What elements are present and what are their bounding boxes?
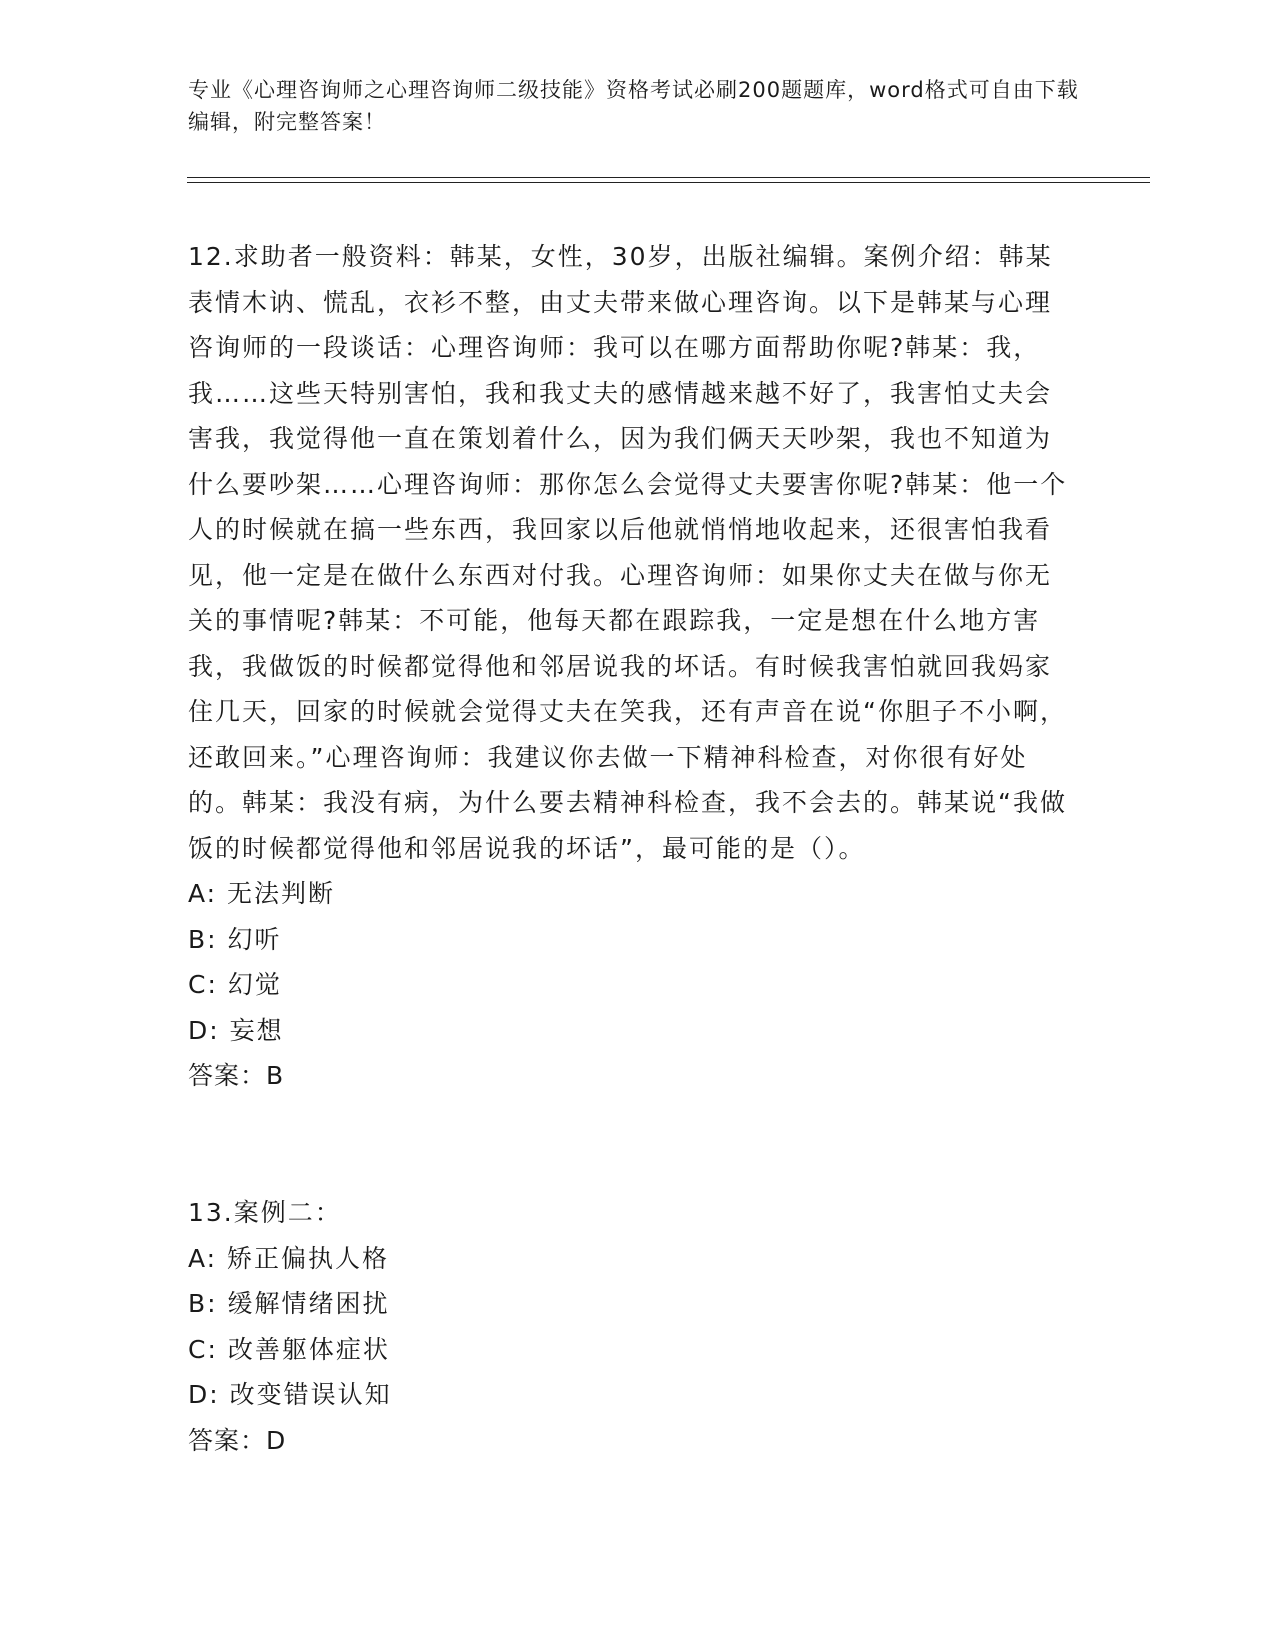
option-c: C: 改善躯体症状 [188,1334,390,1364]
question-stem [188,1190,1076,1236]
question-12 [188,234,1076,1099]
question-stem [188,234,1076,871]
document-header: 专业《心理咨询师之心理咨询师二级技能》资格考试必刷200题题库，word格式可自由下载编辑，附完整答案！ [188,78,1079,134]
option-d: D: 改变错误认知 [188,1380,392,1409]
question-number: 13. [188,1198,234,1227]
option-c: C: 幻觉 [188,970,282,999]
question-text: 求助者一般资料：韩某，女性，30岁，出版社编辑。案例介绍：韩某表情木讷、慌乱，衣衫不整，由丈夫带来做心理咨询。以下是韩某与心理咨询师的一段谈话：心理咨询师：我可以在哪方面帮助你呢?韩某：我，我……这些天特别害怕，我和我丈夫的感情越来越不好了，我害怕丈夫会害我，我觉得他一直在策划着什么，因为我们俩天天吵架，我也不知道为什么要吵架……心理咨询师：那你怎么会觉得丈夫要害你呢?韩某：他一个人的时候就在搞一些东西，我回家以后他就悄悄地收起来，还很害怕我看见，他一定是在做什么东西对付我。心理咨询师：如果你丈夫在做与你无关的事情呢?韩某：不可能，他每天都在跟踪我，一定是想在什么地方害我，我做饭的时候都觉得他和邻居说我的坏话。有时候我害怕就回我妈家住几天，回家的时候就会觉得丈夫在笑我，还有声音在说“你胆子不小啊，还敢回来。”心理咨询师：我建议你去做一下精神科检查，对你很有好处的。韩某：我没有病，为什么要去精神科检查，我不会去的。韩某说“我做饭的时候都觉得他和邻居说我的坏话”，最可能的是（）。 [188,242,1068,863]
question-text: 案例二： [233,1198,342,1227]
header-rule-bottom [187,182,1150,183]
header-rule-top [187,177,1150,178]
question-13 [188,1190,1076,1463]
option-a: A: 无法判断 [188,879,336,908]
option-d: D: 妄想 [188,1015,284,1045]
answer-line: 答案：B [188,1061,285,1090]
option-a: A: 矫正偏执人格 [188,1243,390,1273]
answer-line: 答案：D [188,1425,287,1455]
option-b: B: 缓解情绪困扰 [188,1289,390,1318]
option-b: B: 幻听 [188,924,282,954]
question-number: 12. [188,242,234,271]
